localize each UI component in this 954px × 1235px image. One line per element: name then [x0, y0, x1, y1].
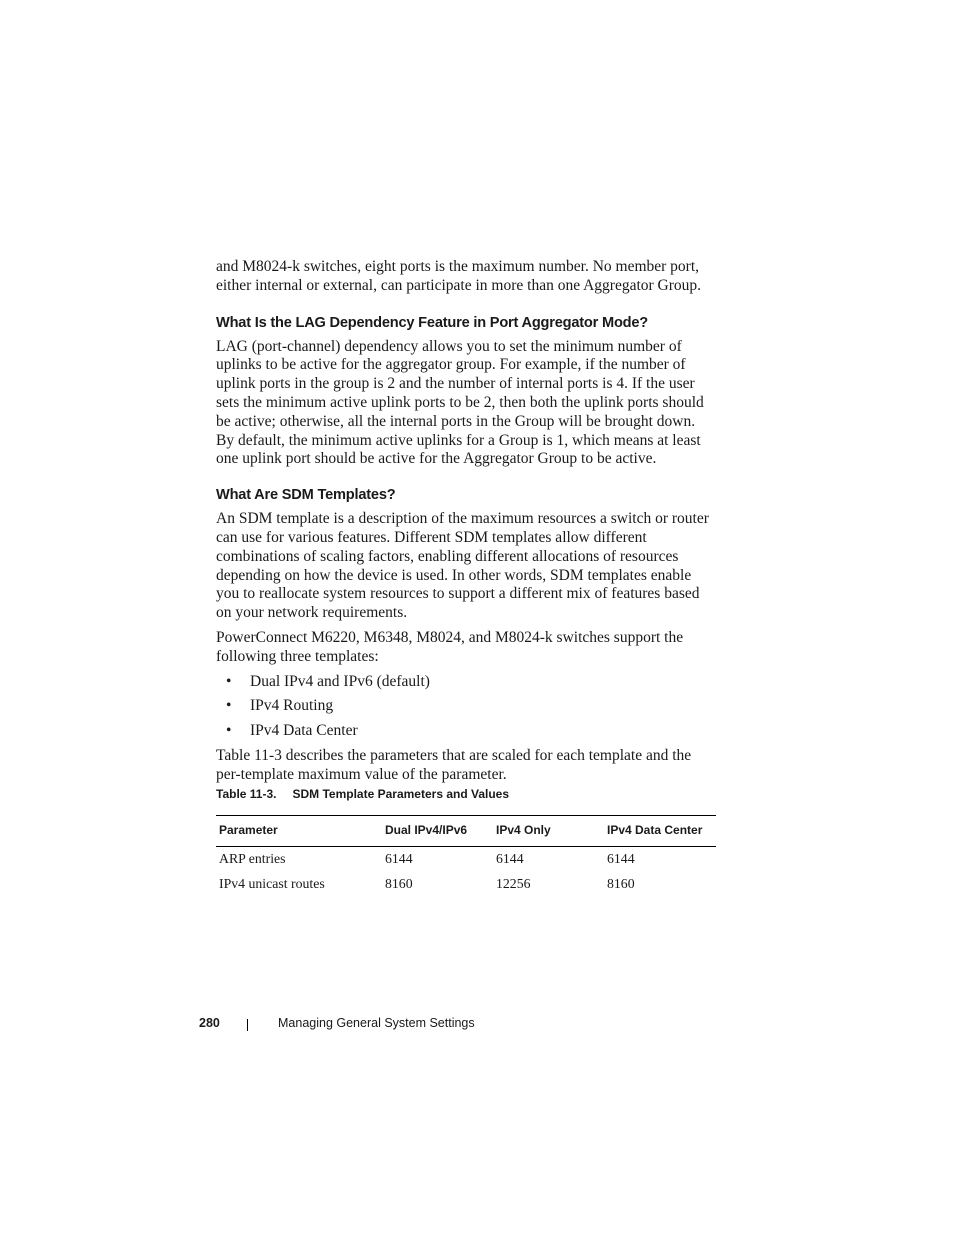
table-cell: 12256 [496, 875, 531, 891]
intro-paragraph: and M8024-k switches, eight ports is the maximum number. No member port, either internal or external, can participate in more than one Aggregator Group. [216, 258, 702, 294]
table-cell: 6144 [607, 851, 635, 867]
table-cell: ARP entries [219, 851, 286, 867]
sdm-templates-heading: What Are SDM Templates? [216, 487, 396, 504]
table-cell: 6144 [385, 851, 413, 867]
table-header-cell: IPv4 Only [493, 816, 604, 847]
table-cell: 8160 [607, 875, 635, 891]
sdm-description-paragraph: An SDM template is a description of the maximum resources a switch or router can use for various features. Different SDM templates allow different combinations of scaling factors, enabling different allocations of resources depending on how the device is used. In other words, SDM templates enable you to reallocate system resources to support a different mix of features based on your network requirements. [216, 510, 709, 622]
chapter-title: Managing General System Settings [278, 1016, 475, 1030]
table-caption-title: SDM Template Parameters and Values [292, 786, 510, 801]
sdm-parameters-table [216, 815, 716, 896]
table-cell: 8160 [385, 875, 413, 891]
table-header-cell: IPv4 Data Center [604, 816, 716, 847]
template-list [216, 673, 716, 741]
lag-dependency-heading: What Is the LAG Dependency Feature in Port Aggregator Mode? [216, 314, 648, 331]
table-cell: 6144 [496, 851, 524, 867]
table-caption-label: Table 11-3. [216, 786, 277, 801]
lag-dependency-paragraph: LAG (port-channel) dependency allows you to set the minimum number of uplinks to be active for the aggregator group. For example, if the number of uplink ports in the group is 2 and the number of internal ports is 4. If the user sets the minimum active uplink ports to be 2, then both the uplink ports should be active; otherwise, all the internal ports in the Group will be brought down. By default, the minimum active uplinks for a Group is 1, which means at least one uplink port should be active for the Aggregator Group to be active. [216, 337, 704, 468]
table-caption [216, 785, 716, 804]
list-item: • IPv4 Data Center [216, 722, 716, 741]
table-reference-paragraph: Table 11-3 describes the parameters that are scaled for each template and the per-template maximum value of the parameter. [216, 746, 692, 783]
table-header-row [216, 816, 716, 847]
list-item: • Dual IPv4 and IPv6 (default) [216, 673, 716, 692]
supported-switches-paragraph: PowerConnect M6220, M6348, M8024, and M8024-k switches support the following three templates: [216, 628, 684, 665]
table-row [216, 847, 716, 872]
page-number: 280 [199, 1016, 220, 1030]
footer-divider [247, 1019, 248, 1031]
table-header-cell: Dual IPv4/IPv6 [382, 816, 493, 847]
table-cell: IPv4 unicast routes [219, 875, 325, 891]
table-row [216, 872, 716, 897]
page-content [216, 258, 716, 897]
list-item: • IPv4 Routing [216, 697, 716, 716]
table-header-cell: Parameter [216, 816, 382, 847]
